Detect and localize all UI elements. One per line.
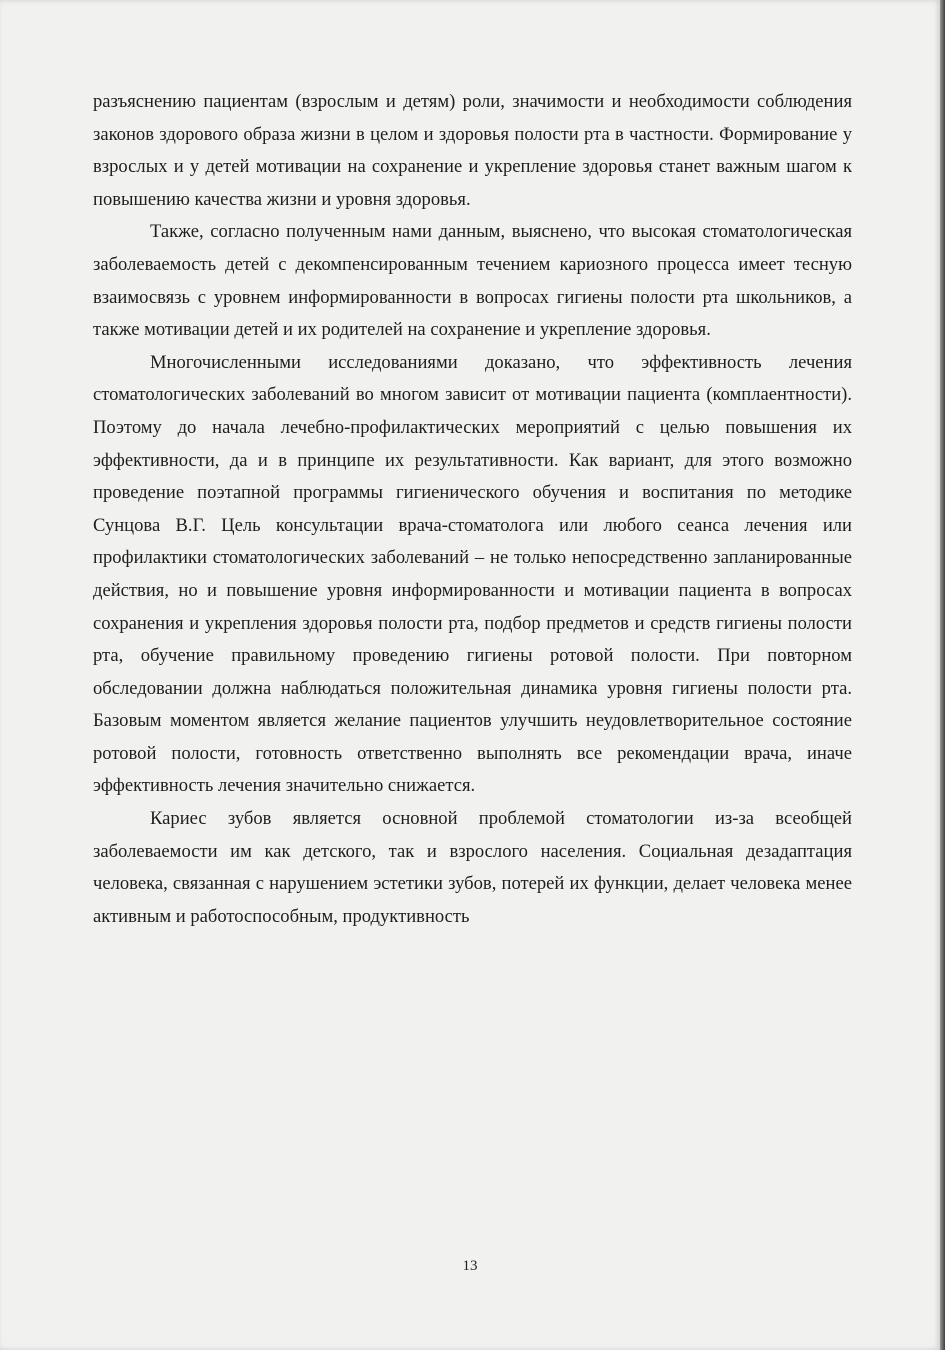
paragraph-survey-findings: Также, согласно полученным нами данным, выяснено, что высокая стоматологическая заболеваемость детей с декомпенсированным течением кариозного процесса имеет тесную взаимосвязь с уровнем информированности в вопросах гигиены полости рта школьников, а также мотивации детей и их родителей на сохранение и укрепление здоровья. (93, 221, 852, 341)
paragraph-treatment-motivation: Многочисленными исследованиями доказано, что эффективность лечения стоматологических заболеваний во многом зависит от мотивации пациента (комплаентности). Поэтому до начала лечебно-профилактических мероприятий с целью повышения их эффективности, да и в принципе их результативности. Как вариант, для этого возможно проведение поэтапной программы гигиенического обучения и воспитания по методике Сунцова В.Г. Цель консультации врача-стоматолога или любого сеанса лечения или профилактики стоматологических заболеваний – не только непосредственно запланированные действия, но и повышение уровня информированности и мотивации пациента в вопросах сохранения и укрепления здоровья полости рта, подбор предметов и средств гигиены полости рта, обучение правильному проведению гигиены ротовой полости. При повторном обследовании должна наблюдаться положительная динамика уровня гигиены полости рта. Базовым моментом является желание пациентов улучшить неудовлетворительное состояние ротовой полости, готовность ответственно выполнять все рекомендации врача, иначе эффективность лечения значительно снижается. (93, 351, 852, 797)
scan-edge-shadow (940, 0, 945, 1350)
page-number: 13 (462, 1258, 478, 1274)
paragraph-continuation: разъяснению пациентам (взрослым и детям) роли, значимости и необходимости соблюдения законов здорового образа жизни в целом и здоровья полости рта в частности. Формирование у взрослых и у детей мотивации на сохранение и укрепление здоровья станет важным шагом к повышению качества жизни и уровня здоровья. (93, 91, 852, 210)
body-text (93, 86, 852, 933)
paragraph-caries-problem: Кариес зубов является основной проблемой стоматологии из-за всеобщей заболеваемости им как детского, так и взрослого населения. Социальная дезадаптация человека, связанная с нарушением эстетики зубов, потерей их функции, делает человека менее активным и работоспособным, продуктивность (93, 808, 852, 927)
